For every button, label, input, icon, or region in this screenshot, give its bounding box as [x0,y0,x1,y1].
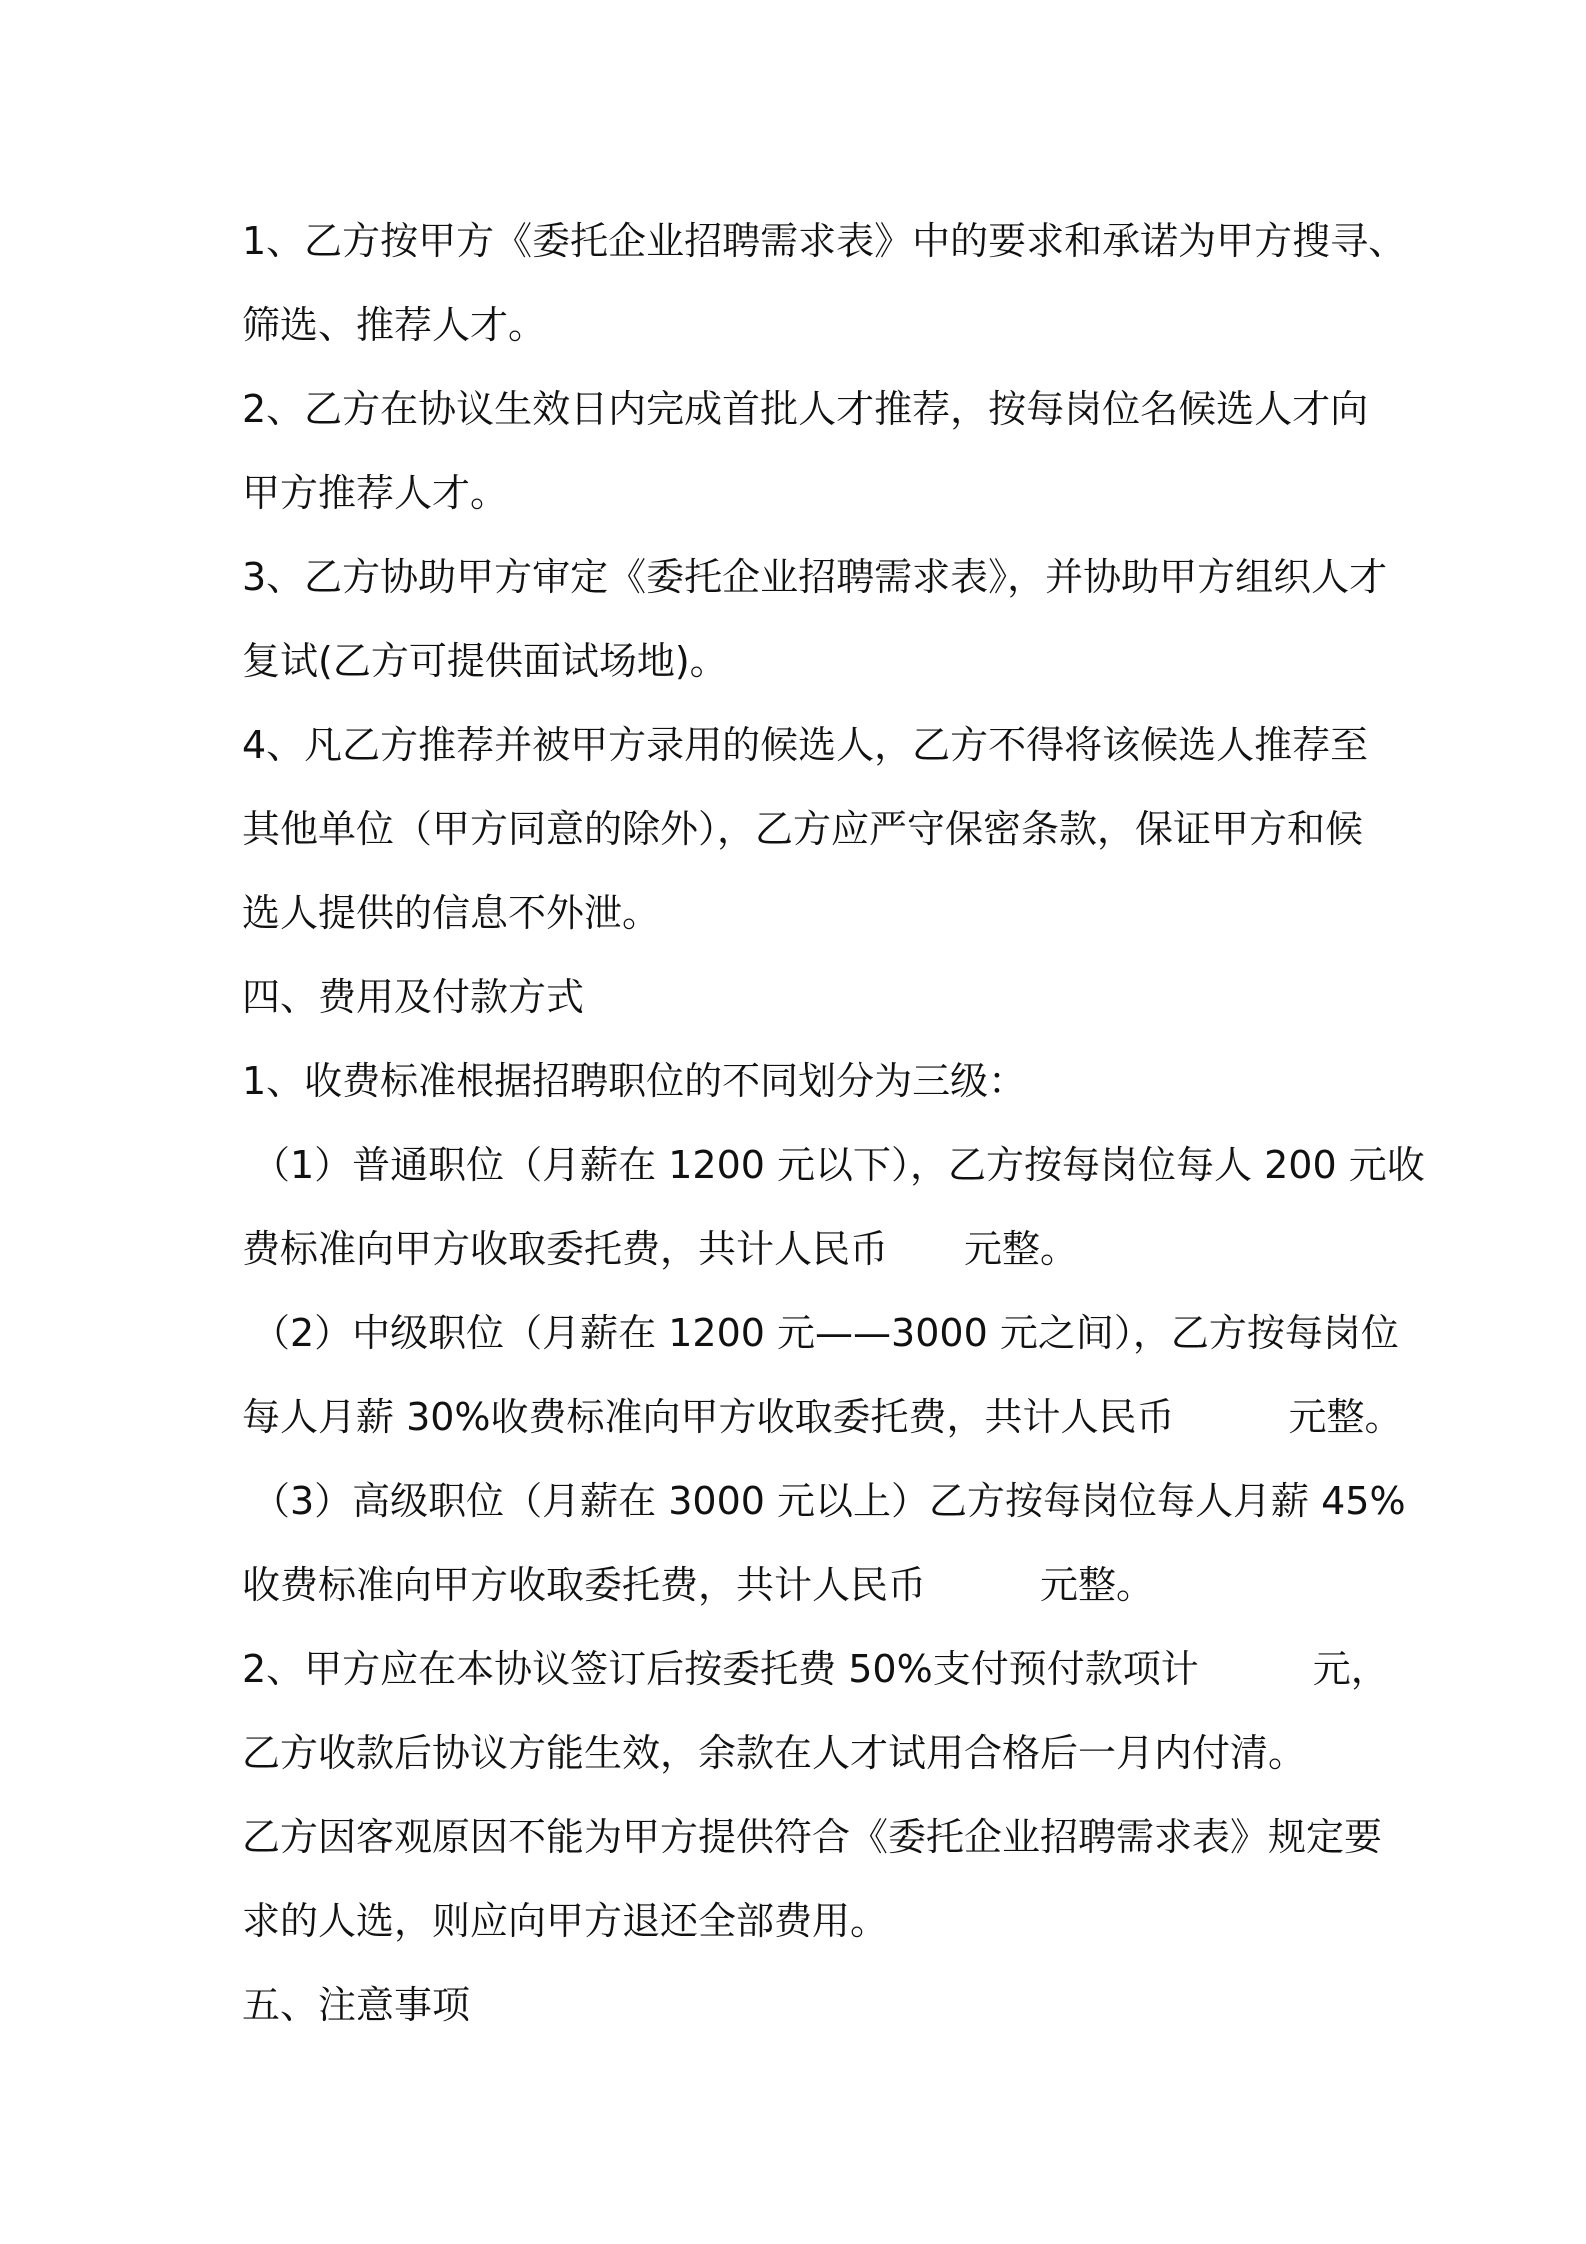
clause-line: 4、凡乙方推荐并被甲方录用的候选人，乙方不得将该候选人推荐至 [242,723,1369,767]
fee-tier-line: 每人月薪 30%收费标准向甲方收取委托费，共计人民币 元整。 [242,1395,1403,1439]
fee-tier-line: （3）高级职位（月薪在 3000 元以上）乙方按每岗位每人月薪 45% [252,1479,1406,1523]
clause-line: 甲方推荐人才。 [242,471,509,515]
clause-line: 3、乙方协助甲方审定《委托企业招聘需求表》，并协助甲方组织人才 [242,555,1388,599]
clause-line: 乙方收款后协议方能生效，余款在人才试用合格后一月内付清。 [242,1731,1307,1775]
fee-tier-line: 费标准向甲方收取委托费，共计人民币 元整。 [242,1227,1079,1271]
clause-line: 1、收费标准根据招聘职位的不同划分为三级： [242,1059,1027,1103]
clause-line: 其他单位（甲方同意的除外），乙方应严守保密条款，保证甲方和候 [242,807,1364,851]
clause-line: 1、乙方按甲方《委托企业招聘需求表》中的要求和承诺为甲方搜寻、 [242,219,1407,263]
clause-line: 复试(乙方可提供面试场地)。 [242,639,728,683]
clause-line: 选人提供的信息不外泄。 [242,891,661,935]
clause-line: 2、乙方在协议生效日内完成首批人才推荐，按每岗位名候选人才向 [242,387,1369,431]
document-body [242,199,1425,2047]
clause-line: 2、甲方应在本协议签订后按委托费 50%支付预付款项计 元， [242,1647,1389,1691]
section-heading: 四、费用及付款方式 [242,975,585,1019]
clause-line: 筛选、推荐人才。 [242,303,547,347]
clause-line: 乙方因客观原因不能为甲方提供符合《委托企业招聘需求表》规定要 [242,1815,1383,1859]
section-heading: 五、注意事项 [242,1983,471,2027]
fee-tier-line: 收费标准向甲方收取委托费，共计人民币 元整。 [242,1563,1155,1607]
fee-tier-line: （1）普通职位（月薪在 1200 元以下），乙方按每岗位每人 200 元收 [252,1143,1425,1187]
fee-tier-line: （2）中级职位（月薪在 1200 元——3000 元之间），乙方按每岗位 [252,1311,1399,1355]
clause-line: 求的人选，则应向甲方退还全部费用。 [242,1899,889,1943]
